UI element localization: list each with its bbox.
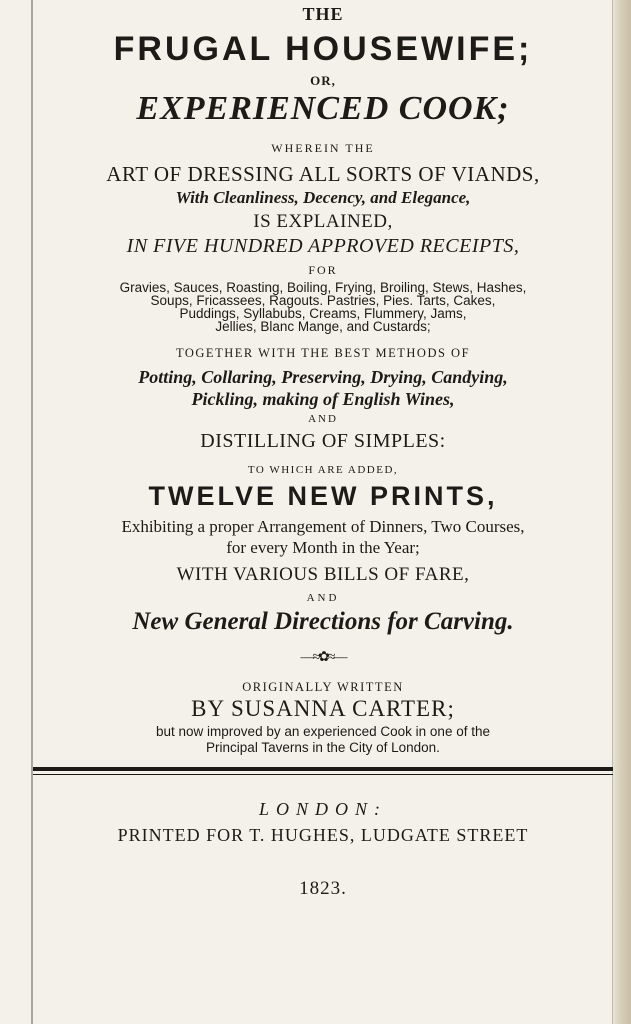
gravies-line: Gravies, Sauces, Roasting, Boiling, Frying, Broiling, Stews, Hashes, [119, 280, 527, 295]
title-main: FRUGAL HOUSEWIFE; [113, 30, 533, 68]
exhibiting-line: Exhibiting a proper Arrangement of Dinners, Two Courses, [121, 517, 525, 536]
carving-line: New General Directions for Carving. [132, 608, 514, 635]
gravies-line: Jellies, Blanc Mange, and Custards; [215, 319, 431, 334]
cleanliness-line: With Cleanliness, Decency, and Elegance, [175, 188, 471, 207]
improved-line: Principal Taverns in the City of London. [206, 740, 440, 755]
title-the: THE [302, 4, 344, 24]
thick-rule-divider [33, 767, 613, 771]
imprint-year: 1823. [299, 878, 347, 899]
gravies-line: Puddings, Syllabubs, Creams, Flummery, Jams, [179, 306, 467, 321]
improved-line: but now improved by an experienced Cook in one of the [156, 724, 490, 739]
art-line: ART OF DRESSING ALL SORTS OF VIANDS, [106, 162, 540, 186]
title-or: OR, [310, 73, 336, 88]
imprint-printer: PRINTED FOR T. HUGHES, LUDGATE STREET [117, 825, 529, 845]
together-line: TOGETHER WITH THE BEST METHODS OF [175, 346, 471, 360]
distilling-line: DISTILLING OF SIMPLES: [200, 430, 446, 452]
title-sub: EXPERIENCED COOK; [136, 90, 510, 127]
and-line: AND [306, 592, 340, 604]
wherein-line: WHEREIN THE [271, 141, 375, 155]
originally-line: ORIGINALLY WRITTEN [242, 680, 404, 694]
twelve-prints-line: TWELVE NEW PRINTS, [148, 481, 498, 511]
for-line: FOR [308, 263, 338, 277]
exhibiting-block [33, 516, 613, 558]
book-binding-edge [613, 0, 631, 1024]
explained-line: IS EXPLAINED, [253, 211, 393, 232]
ornament-icon: —≈✿≈— [300, 650, 346, 665]
receipts-line: IN FIVE HUNDRED APPROVED RECEIPTS, [126, 235, 520, 257]
to-which-line: TO WHICH ARE ADDED, [247, 464, 399, 476]
imprint-city: LONDON: [258, 799, 387, 819]
author-line: BY SUSANNA CARTER; [191, 696, 455, 721]
methods-line: Potting, Collaring, Preserving, Drying, Candying, [138, 367, 508, 387]
gravies-line: Soups, Fricassees, Ragouts. Pastries, Pies. Tarts, Cakes, [150, 293, 496, 308]
methods-list [33, 366, 613, 410]
bills-line: WITH VARIOUS BILLS OF FARE, [176, 564, 470, 585]
exhibiting-line: for every Month in the Year; [226, 538, 420, 557]
gravies-list [33, 281, 613, 333]
and-line: AND [308, 413, 338, 425]
methods-line: Pickling, making of English Wines, [191, 389, 455, 409]
improved-block [33, 724, 613, 756]
thin-rule-divider [33, 774, 613, 775]
